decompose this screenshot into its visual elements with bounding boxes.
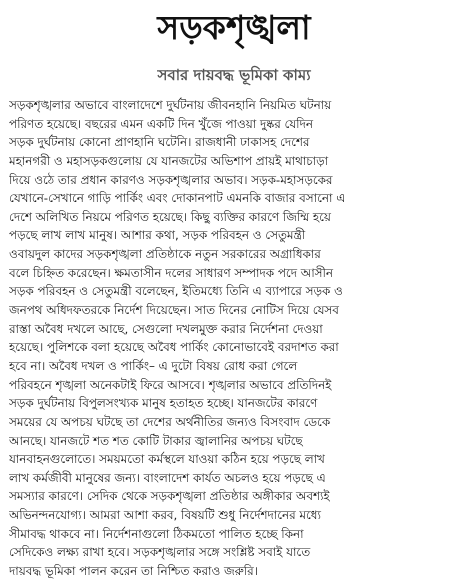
body-line: যানবাহনগুলোতে। সময়মতো কর্মস্থলে যাওয়া কঠিন হয়ে পড়ছে লাখ [9, 452, 325, 467]
body-line: হবে না। অবৈধ দখল ও পার্কিং– এ দুটো বিষয় রোধ করা গেলে [9, 358, 298, 373]
body-line: আনছে। যানজটে শত শত কোটি টাকার জ্বালানির অপচয় ঘটছে [9, 433, 303, 448]
body-line: পরিণত হয়েছে। বছরের এমন একটি দিন খুঁজে পাওয়া দুষ্কর যেদিন [9, 116, 313, 131]
body-line: সেদিকেও লক্ষ্য রাখা হবে। সড়কশৃঙ্খলার সঙ্গে সংশ্লিষ্ট সবাই যাতে [9, 545, 311, 560]
body-line: ওবায়দুল কাদের সড়কশৃঙ্খলা প্রতিষ্ঠাকে নতুন সরকারের অগ্রাধিকার [9, 247, 321, 262]
body-line: সড়ক দুর্ঘটনায় বিপুলসংখ্যক মানুষ হতাহত হচ্ছে। যানজটের কারণে [9, 396, 318, 411]
body-line: অভিনন্দনযোগ্য। আমরা আশা করব, বিষয়টি শুধু নির্দেশদানের মধ্যে [9, 508, 321, 523]
body-line: সড়ক দুর্ঘটনায় কোনো প্রাণহানি ঘটেনি। রাজধানী ঢাকাসহ দেশের [9, 135, 310, 150]
body-line: সড়ক পরিবহন ও সেতুমন্ত্রী বলেছেন, ইতিমধ্যে তিনি এ ব্যাপারে সড়ক ও [9, 284, 343, 299]
body-line: দিয়ে ওঠে তার প্রধান কারণও সড়কশৃঙ্খলার অভাব। সড়ক-মহাসড়কের [9, 172, 333, 187]
article-body [9, 96, 461, 580]
body-line: বলে চিহ্নিত করেছেন। ক্ষমতাসীন দলের সাধারণ সম্পাদক পদে আসীন [9, 265, 333, 280]
body-line: সড়কশৃঙ্খলার অভাবে বাংলাদেশে দুর্ঘটনায় জীবনহানি নিয়মিত ঘটনায় [9, 98, 332, 112]
body-line: পরিবহনে শৃঙ্খলা অনেকটাই ফিরে আসবে। শৃঙ্খলার অভাবে প্রতিদিনই [9, 377, 332, 392]
body-line: সীমাবদ্ধ থাকবে না। নির্দেশনাগুলো ঠিকমতো পালিত হচ্ছে কিনা [9, 526, 304, 541]
body-line: মহানগরী ও মহাসড়কগুলোয় যে যানজটের অভিশাপ প্রায়ই মাথাচাড়া [9, 153, 329, 168]
body-line: সময়ের যে অপচয় ঘটছে তা দেশের অর্থনীতির জন্যও বিসংবাদ ডেকে [9, 414, 331, 429]
body-line: পড়ছে লাখ লাখ মানুষ। আশার কথা, সড়ক পরিবহন ও সেতুমন্ত্রী [9, 228, 306, 243]
subheadline: সবার দায়বদ্ধ ভূমিকা কাম্য [157, 66, 311, 84]
body-line: রাস্তা অবৈধ দখলে আছে, সেগুলো দখলমুক্ত করার নির্দেশনা দেওয়া [9, 321, 323, 336]
body-line: সমস্যার কারণে। সেদিক থেকে সড়কশৃঙ্খলা প্রতিষ্ঠার অঙ্গীকার অবশ্যই [9, 489, 330, 504]
body-line: দেশে অলিখিত নিয়মে পরিণত হয়েছে। কিছু ব্যক্তির কারণে জিম্মি হয়ে [9, 209, 331, 224]
body-line: হয়েছে। পুলিশকে বলা হয়েছে অবৈধ পার্কিং কোনোভাবেই বরদাশত করা [9, 340, 339, 355]
body-line: যেখানে-সেখানে গাড়ি পার্কিং এবং দোকানপাট এমনকি বাজার বসানো এ [9, 191, 346, 206]
body-line: দায়বদ্ধ ভূমিকা পালন করেন তা নিশ্চিত করাও জরুরি। [9, 564, 258, 579]
body-line: জনপথ অধিদফতরকে নির্দেশ দিয়েছেন। সাত দিনের নোটিস দিয়ে যেসব [9, 303, 339, 318]
body-line: লাখ কর্মজীবী মানুষের জন্য। বাংলাদেশ কার্যত অচলও হয়ে পড়ছে এ [9, 470, 326, 485]
headline: সড়কশৃঙ্খলা [157, 8, 311, 47]
